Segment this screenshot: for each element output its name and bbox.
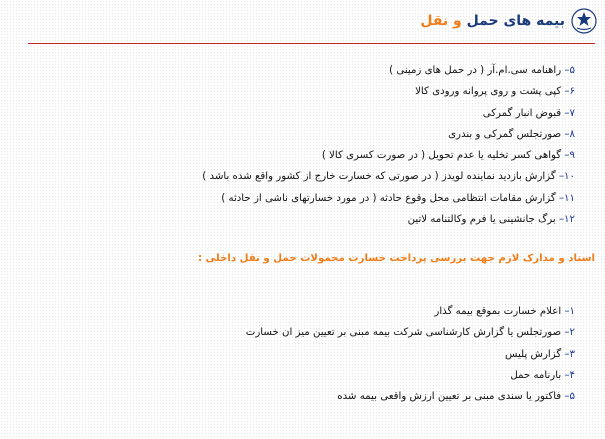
list-item: ۵– راهنامه سی.ام.آر ( در حمل های زمینی ) <box>389 65 575 76</box>
list-item: ۸– صورتجلس گمرکی و بندری <box>448 128 575 140</box>
list-item: ۱۲– برگ جانشینی یا فرم وکالتنامه لاتین <box>407 214 575 226</box>
list-item: ۷– قبوض انبار گمرکی <box>482 107 575 119</box>
list-item: ۹– گواهی کسر تخلیه یا عدم تحویل ( در صورت کسری کالا ) <box>321 150 575 162</box>
list-item: ۶– کپی پشت و روی پروانه ورودی کالا <box>415 86 575 98</box>
list-item: ۱– اعلام خسارت بموقع بیمه گذار <box>434 306 575 317</box>
page-title <box>420 13 565 29</box>
list-item: ۱۰– گزارش بازدید نماینده لویدز ( در صورتی که خسارت خارج از کشور واقع شده باشد ) <box>202 171 575 183</box>
title-main: بیمه های حمل <box>466 13 565 29</box>
list-item: ۴– بارنامه حمل <box>510 369 575 381</box>
university-emblem-icon <box>571 8 597 34</box>
header <box>420 6 597 36</box>
section-heading: اسناد و مدارک لازم جهت بررسی پرداخت خسارت محمولات حمل و نقل داخلی : <box>197 253 595 264</box>
list-item: ۱۱– گزارش مقامات انتظامی محل وقوع حادثه ( در مورد خسارتهای ناشی از حادثه ) <box>221 192 575 204</box>
title-divider <box>28 43 595 44</box>
title-sub: و نقل <box>420 13 462 29</box>
list-item: ۳– گزارش پلیس <box>505 348 575 360</box>
list-item: ۵– فاکتور یا سندی مبنی بر تعیین ارزش واقعی بیمه شده <box>337 391 575 403</box>
list-item: ۲– صورتجلس یا گزارش کارشناسی شرکت بیمه مبنی بر تعیین میز ان خسارت <box>245 327 575 339</box>
documents-list-1 <box>202 60 575 230</box>
documents-list-2 <box>246 301 575 407</box>
